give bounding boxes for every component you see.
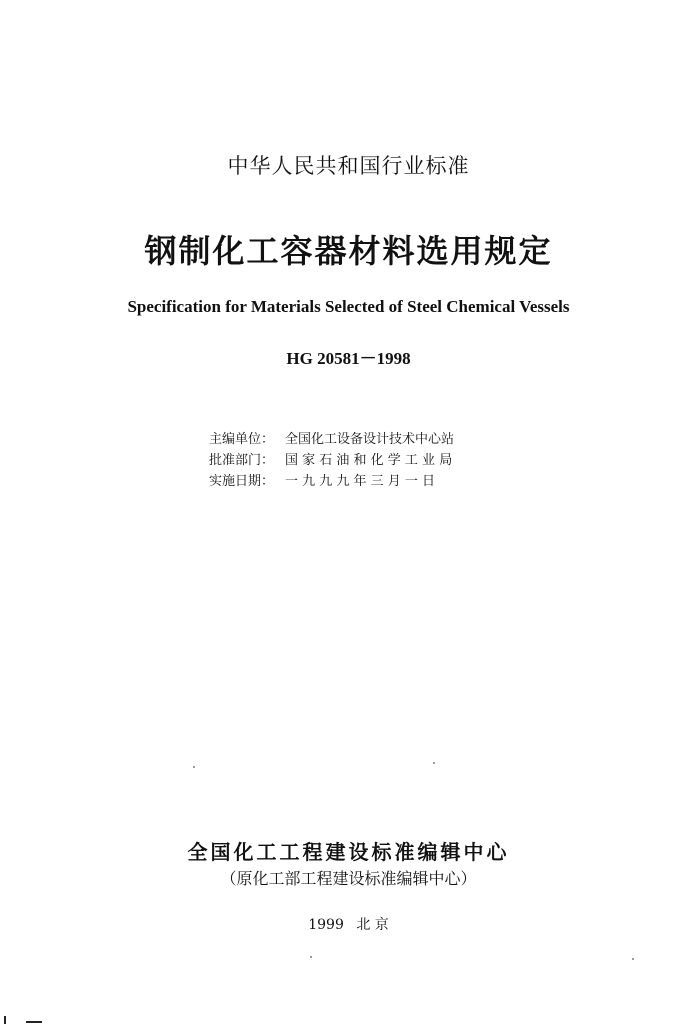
publisher-name: 全国化工工程建设标准编辑中心 <box>187 840 510 864</box>
scan-speck <box>433 762 435 764</box>
info-value: 国 家 石 油 和 化 学 工 业 局 <box>285 453 453 468</box>
standard-code: HG 20581－1998 <box>286 349 411 368</box>
document-info-block <box>209 429 454 492</box>
scan-edge-mark <box>4 1016 6 1024</box>
publication-year: 1999 <box>308 917 344 933</box>
info-row-approver <box>209 450 454 471</box>
info-value: 全国化工设备设计技术中心站 <box>285 432 455 447</box>
publication-place: 北 京 <box>356 917 389 933</box>
info-value: 一 九 九 九 年 三 月 一 日 <box>285 474 436 489</box>
scan-speck <box>310 956 312 958</box>
info-row-effective-date <box>209 471 454 492</box>
document-title-chinese: 钢制化工容器材料选用规定 <box>144 232 553 270</box>
publication-info <box>0 914 697 934</box>
info-label: 主编单位： <box>209 432 275 447</box>
document-title-english: Specification for Materials Selected of Steel Chemical Vessels <box>127 297 570 316</box>
scan-edge-mark <box>26 1021 42 1023</box>
scan-speck <box>193 766 195 768</box>
scan-speck <box>632 958 634 960</box>
info-label: 批准部门： <box>209 453 275 468</box>
publisher-former-name: （原化工部工程建设标准编辑中心） <box>220 869 477 888</box>
info-label: 实施日期： <box>209 474 275 489</box>
info-row-editor <box>209 429 454 450</box>
standard-category: 中华人民共和国行业标准 <box>227 154 470 178</box>
